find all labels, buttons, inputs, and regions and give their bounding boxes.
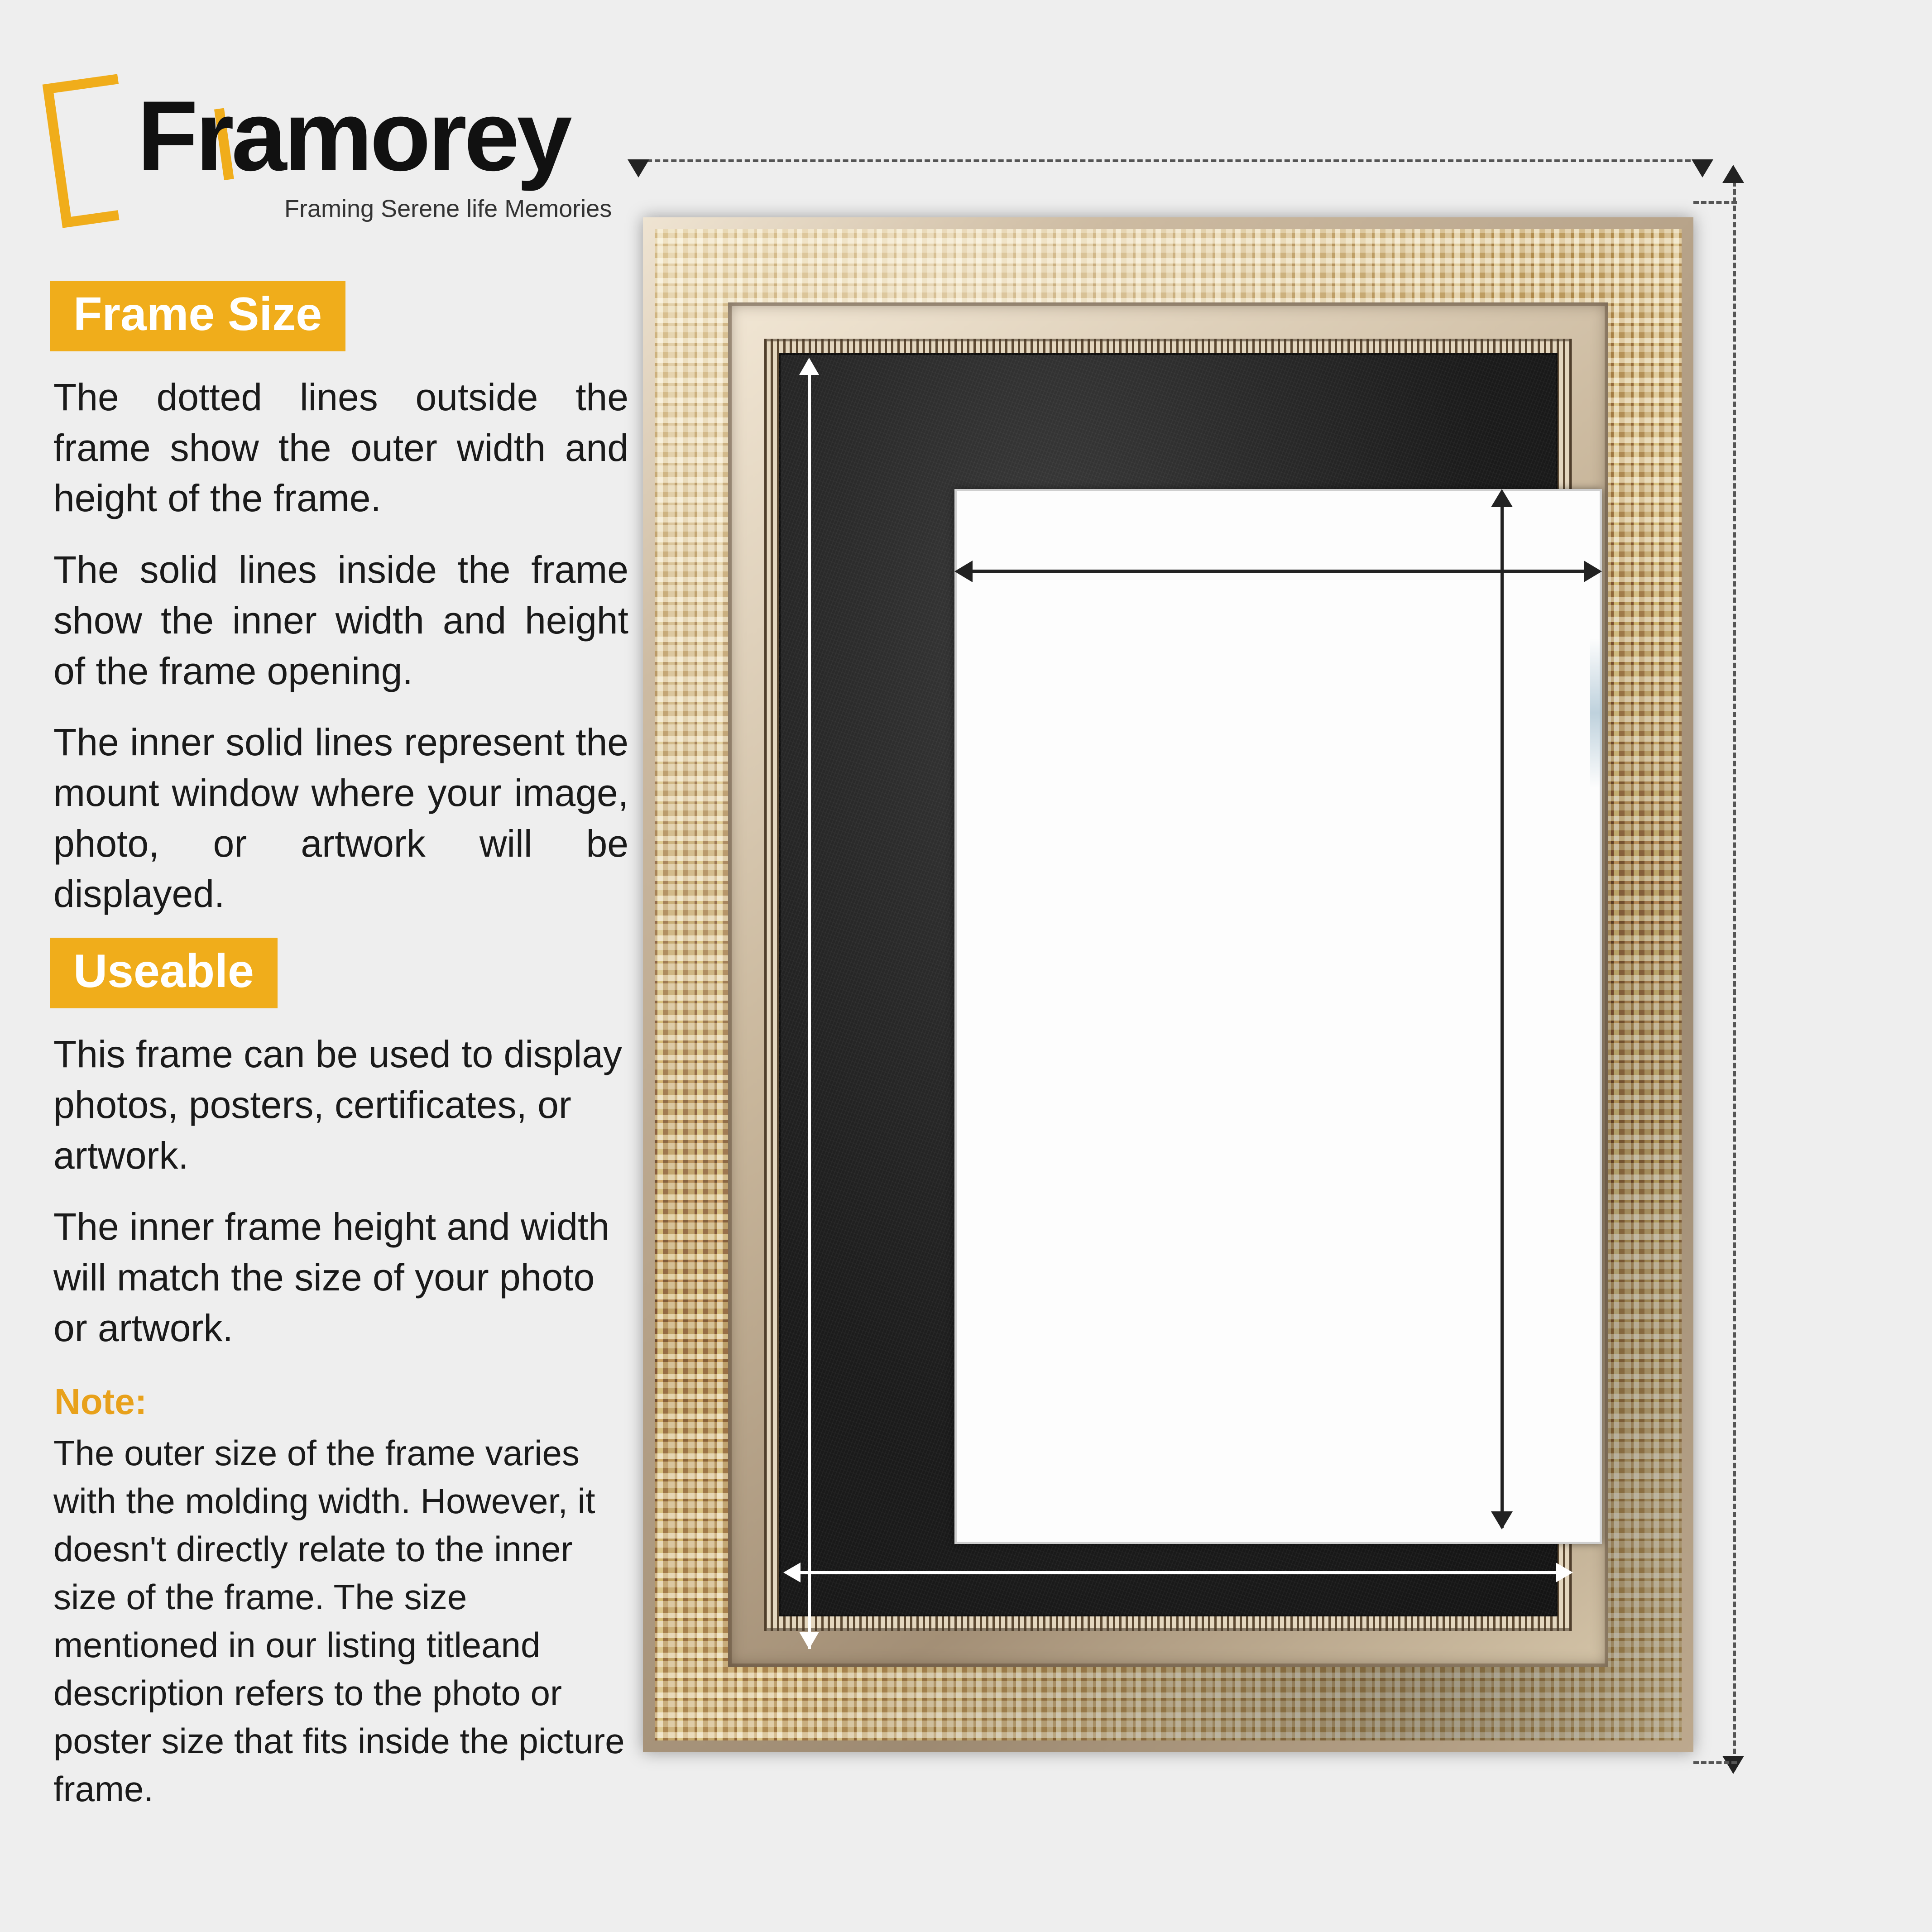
outer-height-dashed-line [1733, 181, 1736, 1770]
brand-name: Framorey [137, 80, 570, 192]
frame-diagram [625, 149, 1893, 1807]
useable-paragraph-2: The inner frame height and width will match the size of your photo or artwork. [53, 1205, 610, 1349]
inner-width-line [799, 1571, 1558, 1574]
window-height-arrow-bottom [1491, 1511, 1513, 1529]
brand-logo [49, 59, 612, 222]
inner-height-line [808, 373, 811, 1649]
outer-height-arrow-top [1722, 165, 1744, 183]
frame-outer-bevel [643, 217, 1693, 1752]
outer-height-arrow-bottom [1722, 1756, 1744, 1774]
note-label: Note: [54, 1381, 147, 1422]
outer-corner-tick-top [1693, 201, 1737, 204]
window-width-arrow-left [954, 561, 973, 582]
section-heading-frame-size: Frame Size [50, 281, 345, 351]
outer-width-arrow-right [1692, 159, 1713, 177]
section-heading-useable: Useable [50, 938, 278, 1008]
outer-width-arrow-left [628, 159, 649, 177]
window-height-line [1501, 505, 1504, 1528]
window-width-arrow-right [1584, 561, 1602, 582]
window-width-line [971, 570, 1586, 573]
outer-corner-tick-bottom [1693, 1761, 1737, 1764]
inner-width-arrow-right [1556, 1563, 1573, 1582]
inner-height-arrow-bottom [799, 1632, 819, 1649]
outer-width-dashed-line [638, 159, 1707, 162]
inner-height-arrow-top [799, 358, 819, 375]
black-mount-board [779, 353, 1558, 1616]
brand-tagline: Framing Serene life Memories [284, 195, 612, 222]
frame-size-paragraph-3: The inner solid lines represent the mount window where your image, photo, or artwork will be displayed. [53, 721, 628, 916]
useable-paragraph-1: This frame can be used to display photos, posters, certificates, or artwork. [53, 1033, 622, 1177]
glass-glint [1590, 638, 1602, 788]
frame-size-paragraph-1: The dotted lines outside the frame show the outer width and height of the frame. [53, 376, 628, 520]
info-column [27, 281, 629, 1813]
picture-frame [643, 217, 1693, 1752]
inner-width-arrow-left [783, 1563, 801, 1582]
window-height-arrow-top [1491, 489, 1513, 507]
note-body: The outer size of the frame varies with the molding width. However, it doesn't directly relate to the inner size of the frame. The size mentioned in our listing titleand description refers to the photo or poster size that fits inside the picture frame. [53, 1433, 625, 1809]
frame-size-paragraph-2: The solid lines inside the frame show the inner width and height of the frame opening. [53, 548, 628, 692]
mount-window-opening [954, 489, 1602, 1544]
